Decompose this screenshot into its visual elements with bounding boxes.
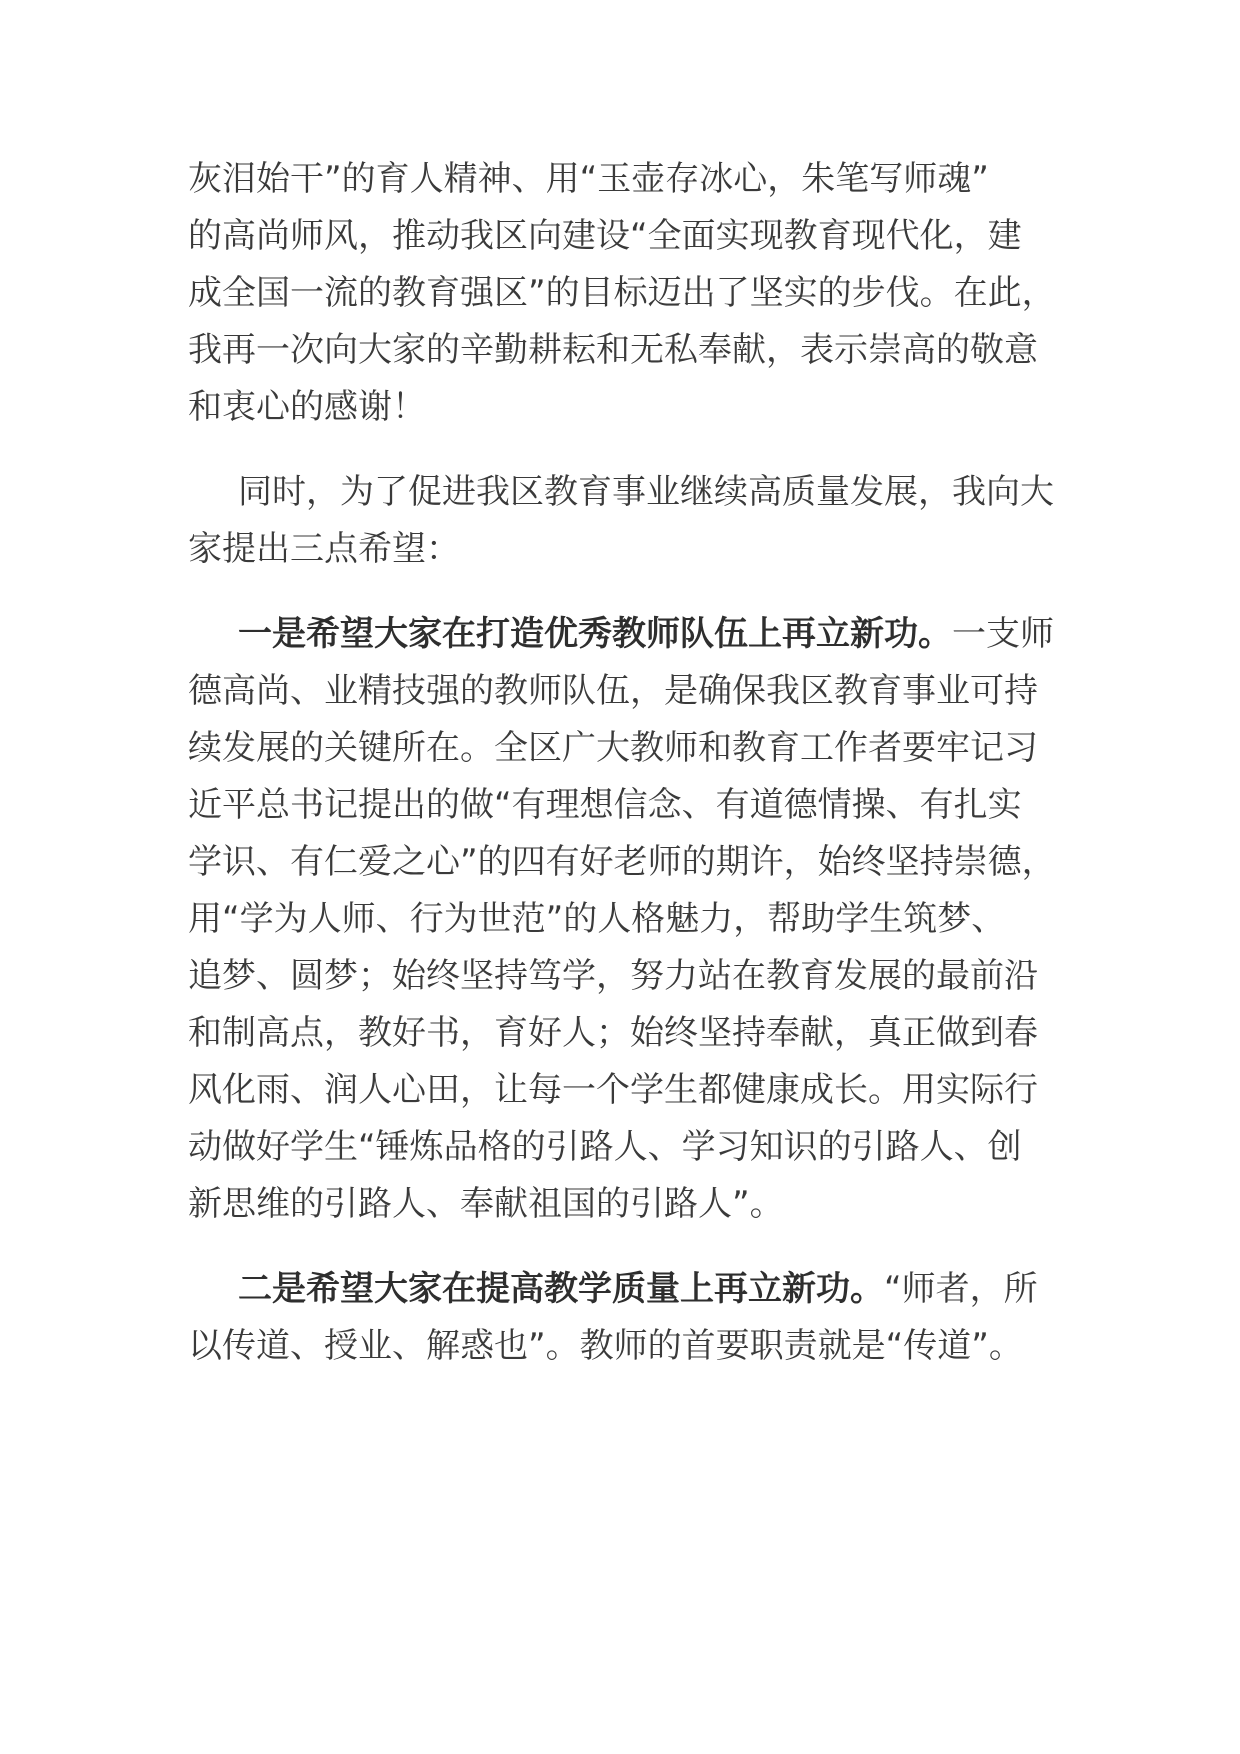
text-line: 德高尚、业精技强的教师队伍，是确保我区教育事业可持 bbox=[188, 671, 1038, 711]
text-line: 同时，为了促进我区教育事业继续高质量发展，我向大 bbox=[238, 472, 1054, 512]
text-line: 我再一次向大家的辛勤耕耘和无私奉献，表示崇高的敬意 bbox=[188, 330, 1038, 370]
text-line: 成全国一流的教育强区”的目标迈出了坚实的步伐。在此， bbox=[188, 273, 1056, 313]
point-heading-1: 一是希望大家在打造优秀教师队伍上再立新功。 bbox=[238, 614, 952, 654]
text-line: 和衷心的感谢！ bbox=[188, 387, 426, 427]
point-text: 一支师 bbox=[952, 614, 1054, 654]
text-line: 和制高点，教好书，育好人；始终坚持奉献，真正做到春 bbox=[188, 1013, 1038, 1053]
point-text: “师者，所 bbox=[884, 1269, 1038, 1309]
text-line: 新思维的引路人、奉献祖国的引路人”。 bbox=[188, 1184, 784, 1224]
text-line: 灰泪始干”的育人精神、用“玉壶存冰心，朱笔写师魂” bbox=[188, 159, 989, 199]
text-line: 风化雨、润人心田，让每一个学生都健康成长。用实际行 bbox=[188, 1070, 1038, 1110]
text-line: 续发展的关键所在。全区广大教师和教育工作者要牢记习 bbox=[188, 728, 1038, 768]
text-line: 近平总书记提出的做“有理想信念、有道德情操、有扎实 bbox=[188, 785, 1022, 825]
paragraph-first-line bbox=[238, 1264, 1038, 1314]
text-line: 的高尚师风，推动我区向建设“全面实现教育现代化，建 bbox=[188, 216, 1022, 256]
paragraph-first-line bbox=[238, 609, 1054, 659]
text-line: 家提出三点希望： bbox=[188, 529, 460, 569]
text-line: 追梦、圆梦；始终坚持笃学，努力站在教育发展的最前沿 bbox=[188, 956, 1038, 996]
point-heading-2: 二是希望大家在提高教学质量上再立新功。 bbox=[238, 1269, 884, 1309]
text-line: 动做好学生“锤炼品格的引路人、学习知识的引路人、创 bbox=[188, 1127, 1022, 1167]
text-line: 学识、有仁爱之心”的四有好老师的期许，始终坚持崇德， bbox=[188, 842, 1056, 882]
text-line: 以传道、授业、解惑也”。教师的首要职责就是“传道”。 bbox=[188, 1326, 1023, 1366]
text-line: 用“学为人师、行为世范”的人格魅力，帮助学生筑梦、 bbox=[188, 899, 1006, 939]
